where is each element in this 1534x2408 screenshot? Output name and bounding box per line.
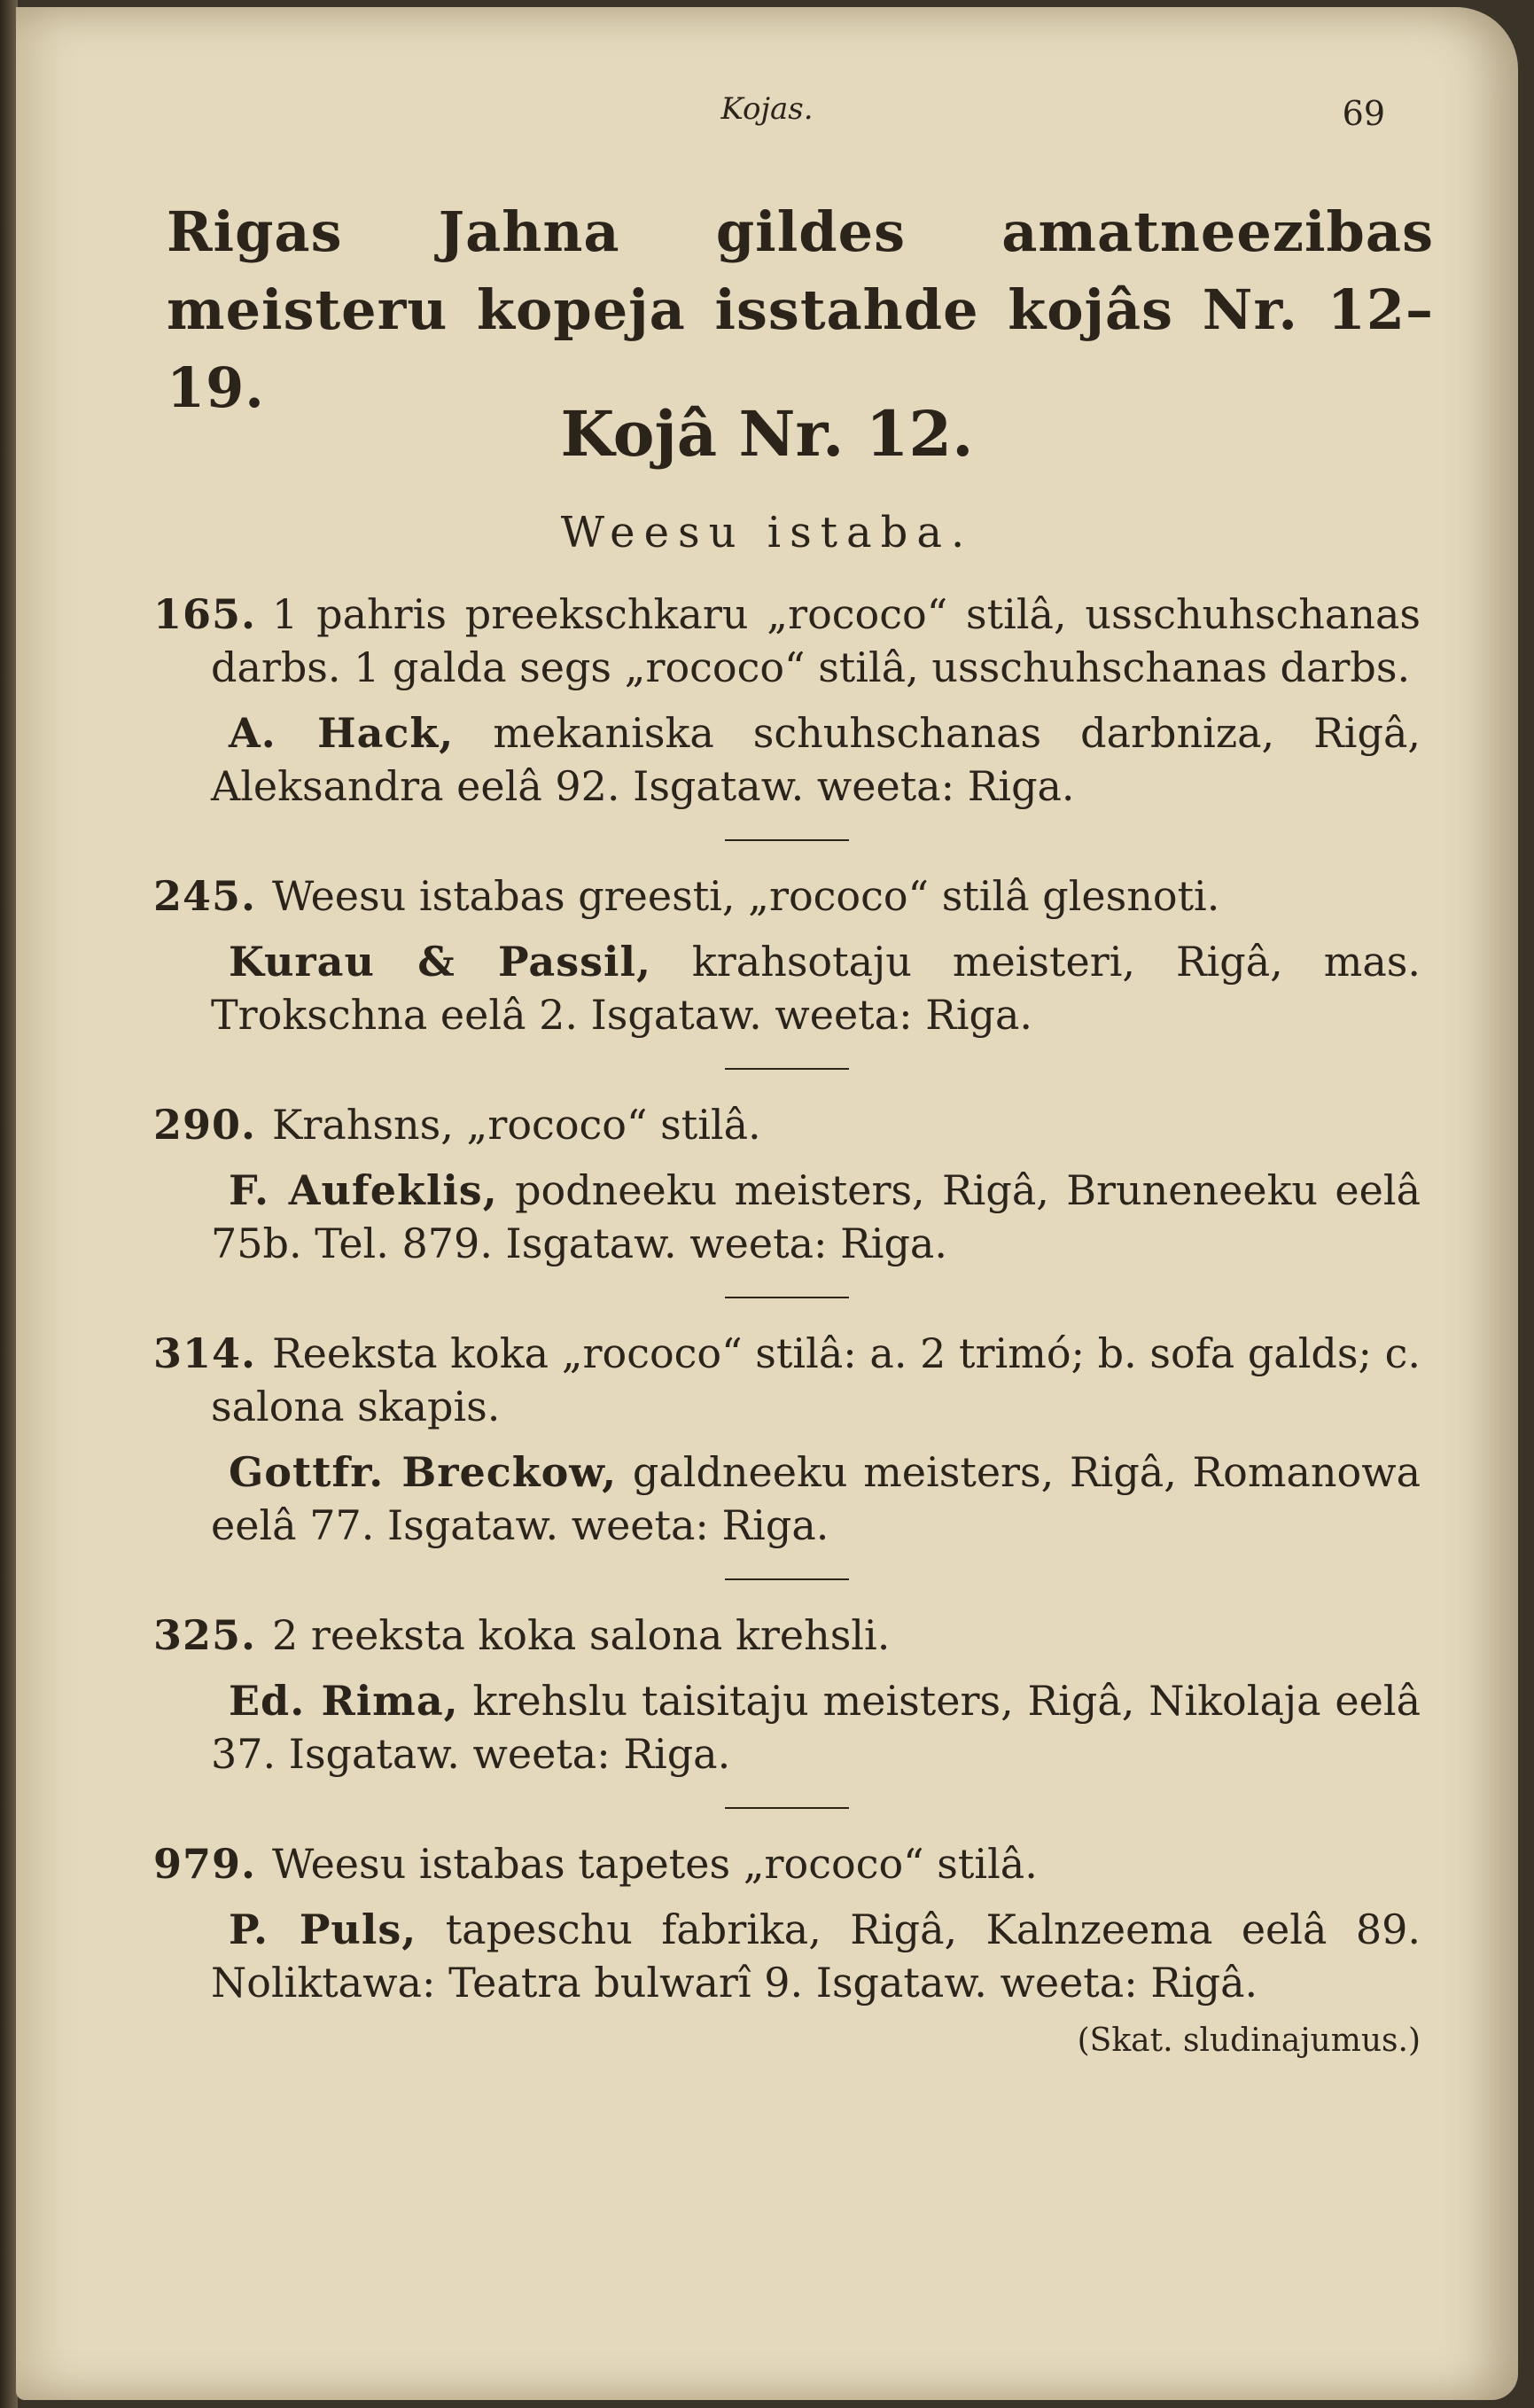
entry-item bbox=[153, 869, 1421, 923]
running-head: Kojas. bbox=[720, 91, 814, 127]
entry-number: 325. bbox=[153, 1611, 257, 1659]
catalog-entry bbox=[153, 1098, 1421, 1270]
catalog-entry bbox=[153, 1609, 1421, 1781]
advert-note: (Skat. sludinajumus.) bbox=[1077, 2022, 1421, 2059]
entry-maker bbox=[153, 1446, 1421, 1552]
entry-description: Weesu istabas tapetes „rococo“ stilâ. bbox=[272, 1840, 1038, 1888]
book-page bbox=[16, 7, 1518, 2400]
entry-description: 2 reeksta koka salona krehsli. bbox=[272, 1611, 891, 1659]
maker-name: Gottfr. Breckow, bbox=[229, 1448, 618, 1496]
page-number: 69 bbox=[1342, 94, 1385, 133]
entry-number: 165. bbox=[153, 590, 257, 638]
maker-details: podneeku meisters, Rigâ, Bruneneeku eelâ 75b. Tel. 879. Isgataw. weeta: Riga. bbox=[211, 1166, 1421, 1267]
separator-rule bbox=[725, 839, 849, 841]
entry-number: 979. bbox=[153, 1840, 257, 1888]
entry-maker bbox=[153, 1164, 1421, 1270]
section-heading: Kojâ Nr. 12. bbox=[560, 397, 974, 471]
maker-name: A. Hack, bbox=[229, 709, 455, 757]
entry-number: 245. bbox=[153, 872, 257, 920]
entry-maker bbox=[153, 1903, 1421, 2068]
room-heading: Weesu istaba. bbox=[560, 508, 974, 557]
maker-details: galdneeku meisters, Rigâ, Romanowa eelâ 77. Isgataw. weeta: Riga. bbox=[211, 1448, 1421, 1549]
entry-maker bbox=[153, 706, 1421, 813]
catalog-entry bbox=[153, 869, 1421, 1041]
entry-maker bbox=[153, 1674, 1421, 1781]
entry-item bbox=[153, 1098, 1421, 1151]
separator-rule bbox=[725, 1807, 849, 1809]
maker-name: F. Aufeklis, bbox=[229, 1166, 498, 1214]
separator-rule bbox=[725, 1068, 849, 1070]
maker-details: krahsotaju meisteri, Rigâ, mas. Trokschna eelâ 2. Isgataw. weeta: Riga. bbox=[211, 938, 1421, 1039]
maker-name: Kurau & Passil, bbox=[229, 938, 651, 986]
entry-number: 290. bbox=[153, 1101, 257, 1149]
maker-details: krehslu taisitaju meisters, Rigâ, Nikolaja eelâ 37. Isgataw. weeta: Riga. bbox=[211, 1677, 1421, 1778]
entry-description: 1 pahris preekschkaru „rococo“ stilâ, usschuhschanas darbs. 1 galda segs „rococo“ stilâ, usschuhschanas darbs. bbox=[211, 590, 1421, 691]
separator-rule bbox=[725, 1578, 849, 1580]
entry-maker bbox=[153, 935, 1421, 1041]
maker-details: tapeschu fabrika, Rigâ, Kalnzeema eelâ 89. Noliktawa: Teatra bulwarî 9. Isgataw. weeta: Rigâ. bbox=[211, 1905, 1421, 2007]
entry-item bbox=[153, 1609, 1421, 1662]
maker-name: P. Puls, bbox=[229, 1905, 417, 1953]
entry-description: Reeksta koka „rococo“ stilâ: a. 2 trimó; b. sofa galds; c. salona skapis. bbox=[211, 1329, 1421, 1430]
catalog-entry bbox=[153, 1837, 1421, 2068]
book-gutter bbox=[0, 0, 18, 2408]
entry-description: Krahsns, „rococo“ stilâ. bbox=[272, 1101, 761, 1149]
catalog-entry bbox=[153, 1327, 1421, 1552]
entry-description: Weesu istabas greesti, „rococo“ stilâ glesnoti. bbox=[272, 872, 1220, 920]
separator-rule bbox=[725, 1297, 849, 1298]
entry-item bbox=[153, 1837, 1421, 1890]
entry-number: 314. bbox=[153, 1329, 257, 1377]
page-title: Rigas Jahna gildes amatneezibas meisteru kopeja isstahde kojâs Nr. 12–19. bbox=[167, 199, 1434, 420]
entry-item bbox=[153, 588, 1421, 694]
maker-details: mekaniska schuhschanas darbniza, Rigâ, Aleksandra eelâ 92. Isgataw. weeta: Riga. bbox=[211, 709, 1421, 810]
entry-item bbox=[153, 1327, 1421, 1433]
catalog-entry bbox=[153, 588, 1421, 813]
maker-name: Ed. Rima, bbox=[229, 1677, 459, 1725]
catalog-entries bbox=[153, 588, 1421, 2068]
